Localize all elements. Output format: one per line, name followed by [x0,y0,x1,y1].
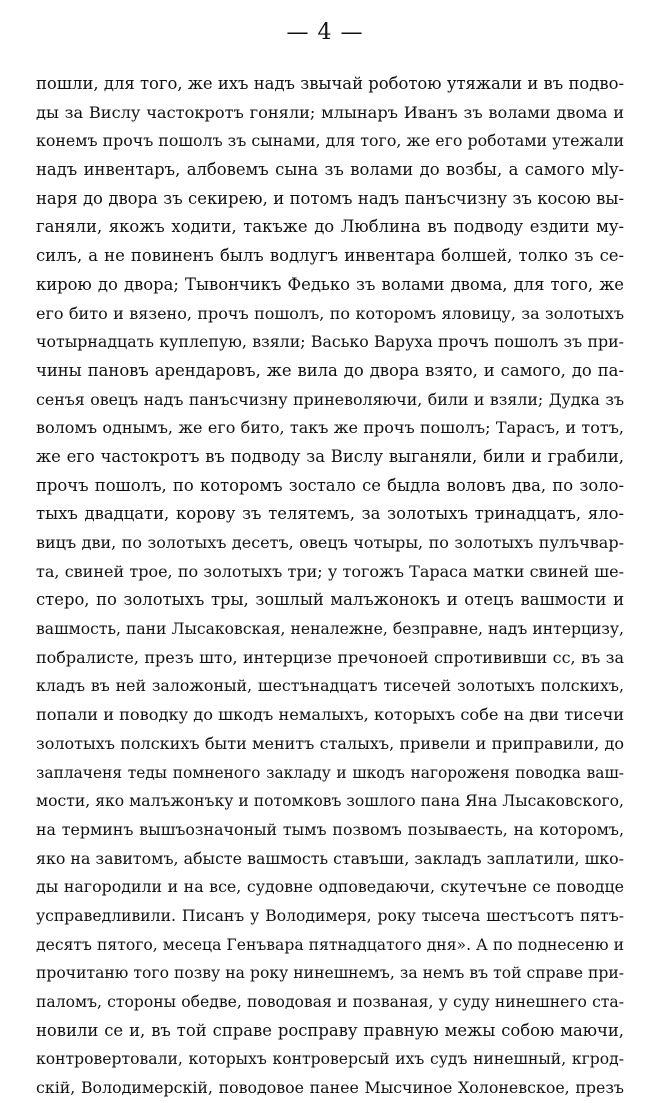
text-line: кирою до двора; Тывончикъ Федько зъ волами двома, для того, же [36,274,624,294]
text-line: же его частокротъ въ подводу за Вислу выганяли, били и грабили, [36,446,624,466]
text-line: яко на завитомъ, абысте вашмость ставъши, закладъ заплатили, шко- [36,848,624,868]
text-line: заплаченя теды помненого закладу и шкодъ нагороженя поводка ваш- [36,763,624,782]
text-line: усправедливили. Писанъ у Володимеря, року тысеча шестъсотъ пятъ- [36,906,624,925]
text-line: попали и поводку до шкодъ немалыхъ, которыхъ собе на дви тисечи [36,705,624,725]
text-line: его бито и вязено, прочъ пошолъ, по которомъ яловицу, за золотыхъ [36,303,624,323]
text-line: мости, яко малъжонъку и потомковъ зошлого пана Яна Лысаковского, [36,792,624,811]
text-line: конемъ прочъ пошолъ зъ сынами, для того, же его роботами утежали [36,131,624,151]
text-line: на терминъ вышъозначоный тымъ позвомъ позываесть, на которомъ, [36,819,624,839]
text-line: ды нагородили и на все, судовне одповедаючи, скутечъне се поводце [36,877,624,897]
text-line: сенъя овецъ надъ панъсчизну приневоляючи, били и взяли; Дудка зъ [36,389,624,409]
text-line: побралисте, презъ што, интерцизе пречоноей спротививши сс, въ за [36,647,624,667]
text-line: пошли, для того, же ихъ надъ звычай роботою утяжали и въ подво- [36,74,624,93]
text-line: вицъ дви, по золотыхъ десетъ, овецъ чотыры, по золотыхъ пулъчвар- [36,533,624,552]
text-line: ганяли, якожъ ходити, такъже до Люблина въ подводу ездити му- [36,217,624,237]
text-line: прочитаню того позву на року нинешнемъ, за немъ въ той справе при- [36,964,624,983]
text-line: паломъ, стороны обедве, поводовая и позваная, у суду нинешнего ста- [36,993,624,1011]
text-line: чотырнадцать куплепую, взяли; Васько Варуха прочъ пошолъ зъ при- [36,332,624,352]
text-line: контровертовали, которыхъ контроверсый ихъ судъ нинешный, кгрод- [36,1050,624,1069]
text-line: прочъ пошолъ, по которомъ зостало се быдла воловъ два, по золо- [36,475,624,495]
text-line: стеро, по золотыхъ тры, зошлый малъжонокъ и отецъ вашмости и [36,590,624,610]
text-line: тыхъ двадцати, корову зъ телятемъ, за золотыхъ тринадцатъ, яло- [36,504,624,524]
page-number: — 4 — [286,20,364,45]
text-line: кладъ въ ней заложоный, шестънадцатъ тисечей золотыхъ полскихъ, [36,676,624,696]
text-line: надъ инвентаръ, албовемъ сына зъ волами до возбы, а самого мly- [36,160,624,180]
text-line: скій, Володимерскій, поводовое панее Мысчиное Холоневское, презъ [36,1078,624,1098]
text-line: десятъ пятого, месеца Генъвара пятнадцатого дня». А по поднесеню и [36,935,624,954]
text-line: чины пановъ арендаровъ, же вила до двора взято, и самого, до па- [36,360,624,380]
text-line: золотыхъ полскихъ быти менитъ сталыхъ, привели и приправили, до [36,733,624,753]
text-line: новили се и, въ той справе росправу правную межы собою маючи, [36,1020,624,1040]
text-line: ды за Вислу частокротъ гоняли; млынаръ Иванъ зъ волами двома и [36,102,624,122]
text-line: наря до двора зъ секирею, и потомъ надъ панъсчизну зъ косою вы- [36,188,624,208]
text-line: вашмость, пани Лысаковская, неналежне, безправне, надъ интерцизу, [36,620,624,639]
text-line: воломъ однымъ, же его бито, такъ же прочъ пошолъ; Тарасъ, и тотъ, [36,418,624,438]
text-line: та, свиней трое, по золотыхъ три; у тогожъ Тараса матки свиней ше- [36,561,624,581]
text-line: силъ, а не повиненъ былъ водлугъ инвентара болшей, толко зъ се- [36,246,624,266]
body-text [36,70,624,1103]
